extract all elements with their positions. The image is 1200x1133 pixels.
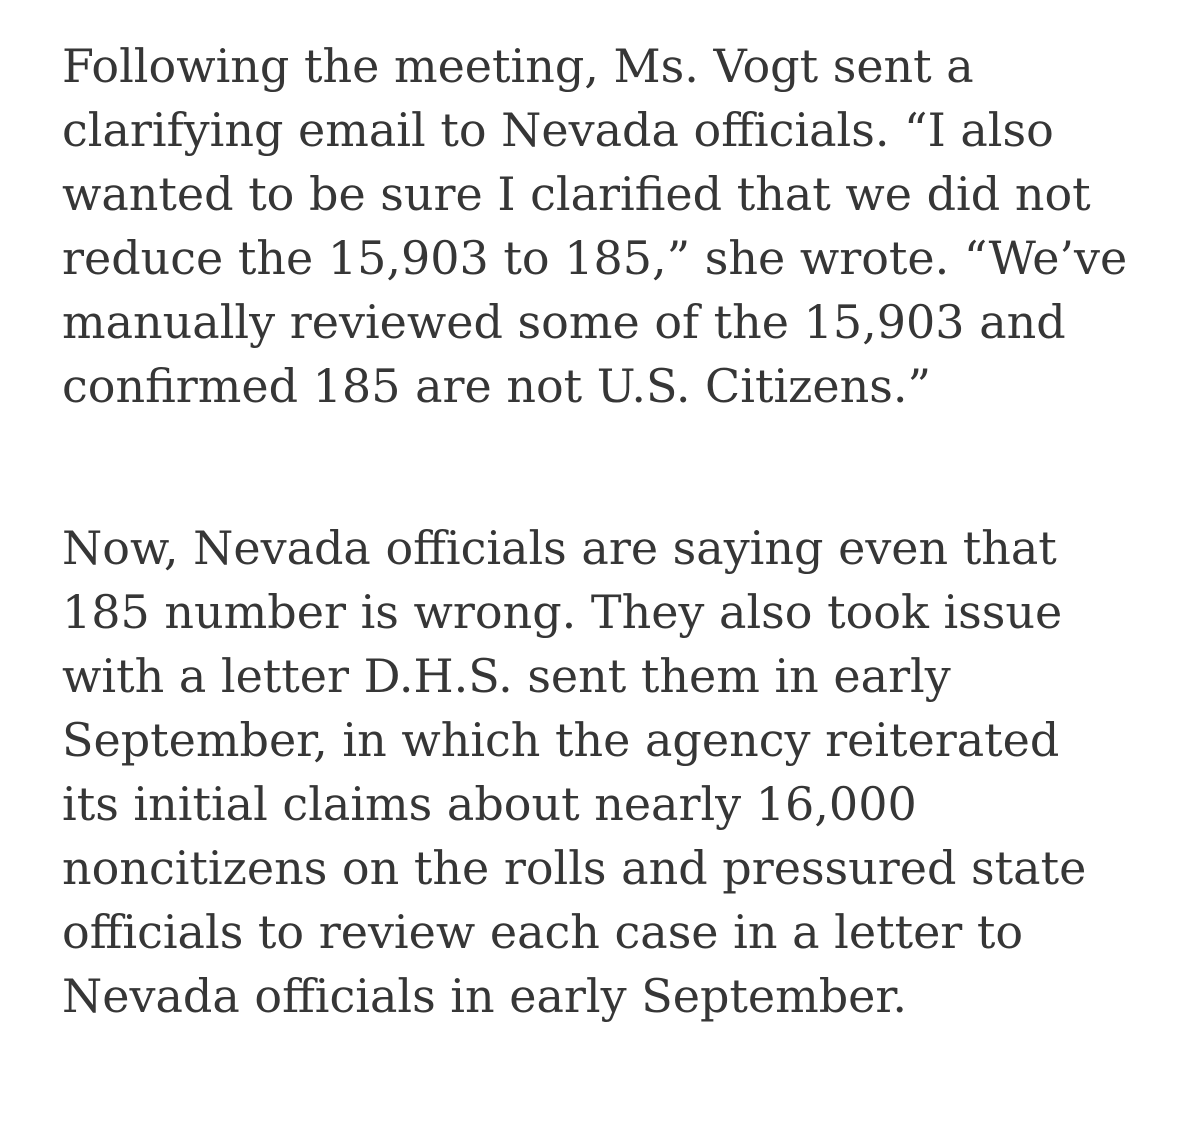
paragraph-line: Nevada officials in early September. bbox=[62, 969, 907, 1023]
paragraph-line: manually reviewed some of the 15,903 and bbox=[62, 295, 1066, 349]
paragraph-line: Following the meeting, Ms. Vogt sent a bbox=[62, 39, 974, 93]
paragraph-line: 185 number is wrong. They also took issue bbox=[62, 585, 1063, 639]
paragraph-line: with a letter D.H.S. sent them in early bbox=[62, 649, 951, 703]
paragraph-line: wanted to be sure I clarified that we did not bbox=[62, 167, 1091, 221]
paragraph-line: reduce the 15,903 to 185,” she wrote. “We’ve bbox=[62, 231, 1128, 285]
paragraph-line: officials to review each case in a letter to bbox=[62, 905, 1024, 959]
paragraph-line: noncitizens on the rolls and pressured state bbox=[62, 841, 1087, 895]
article-paragraph bbox=[62, 516, 1086, 1028]
paragraph-line: its initial claims about nearly 16,000 bbox=[62, 777, 917, 831]
paragraph-line: September, in which the agency reiterated bbox=[62, 713, 1060, 767]
paragraph-line: Now, Nevada officials are saying even that bbox=[62, 521, 1057, 575]
paragraph-line: confirmed 185 are not U.S. Citizens.” bbox=[62, 359, 931, 413]
paragraph-line: clarifying email to Nevada officials. “I also bbox=[62, 103, 1054, 157]
article-paragraph bbox=[62, 34, 1127, 418]
